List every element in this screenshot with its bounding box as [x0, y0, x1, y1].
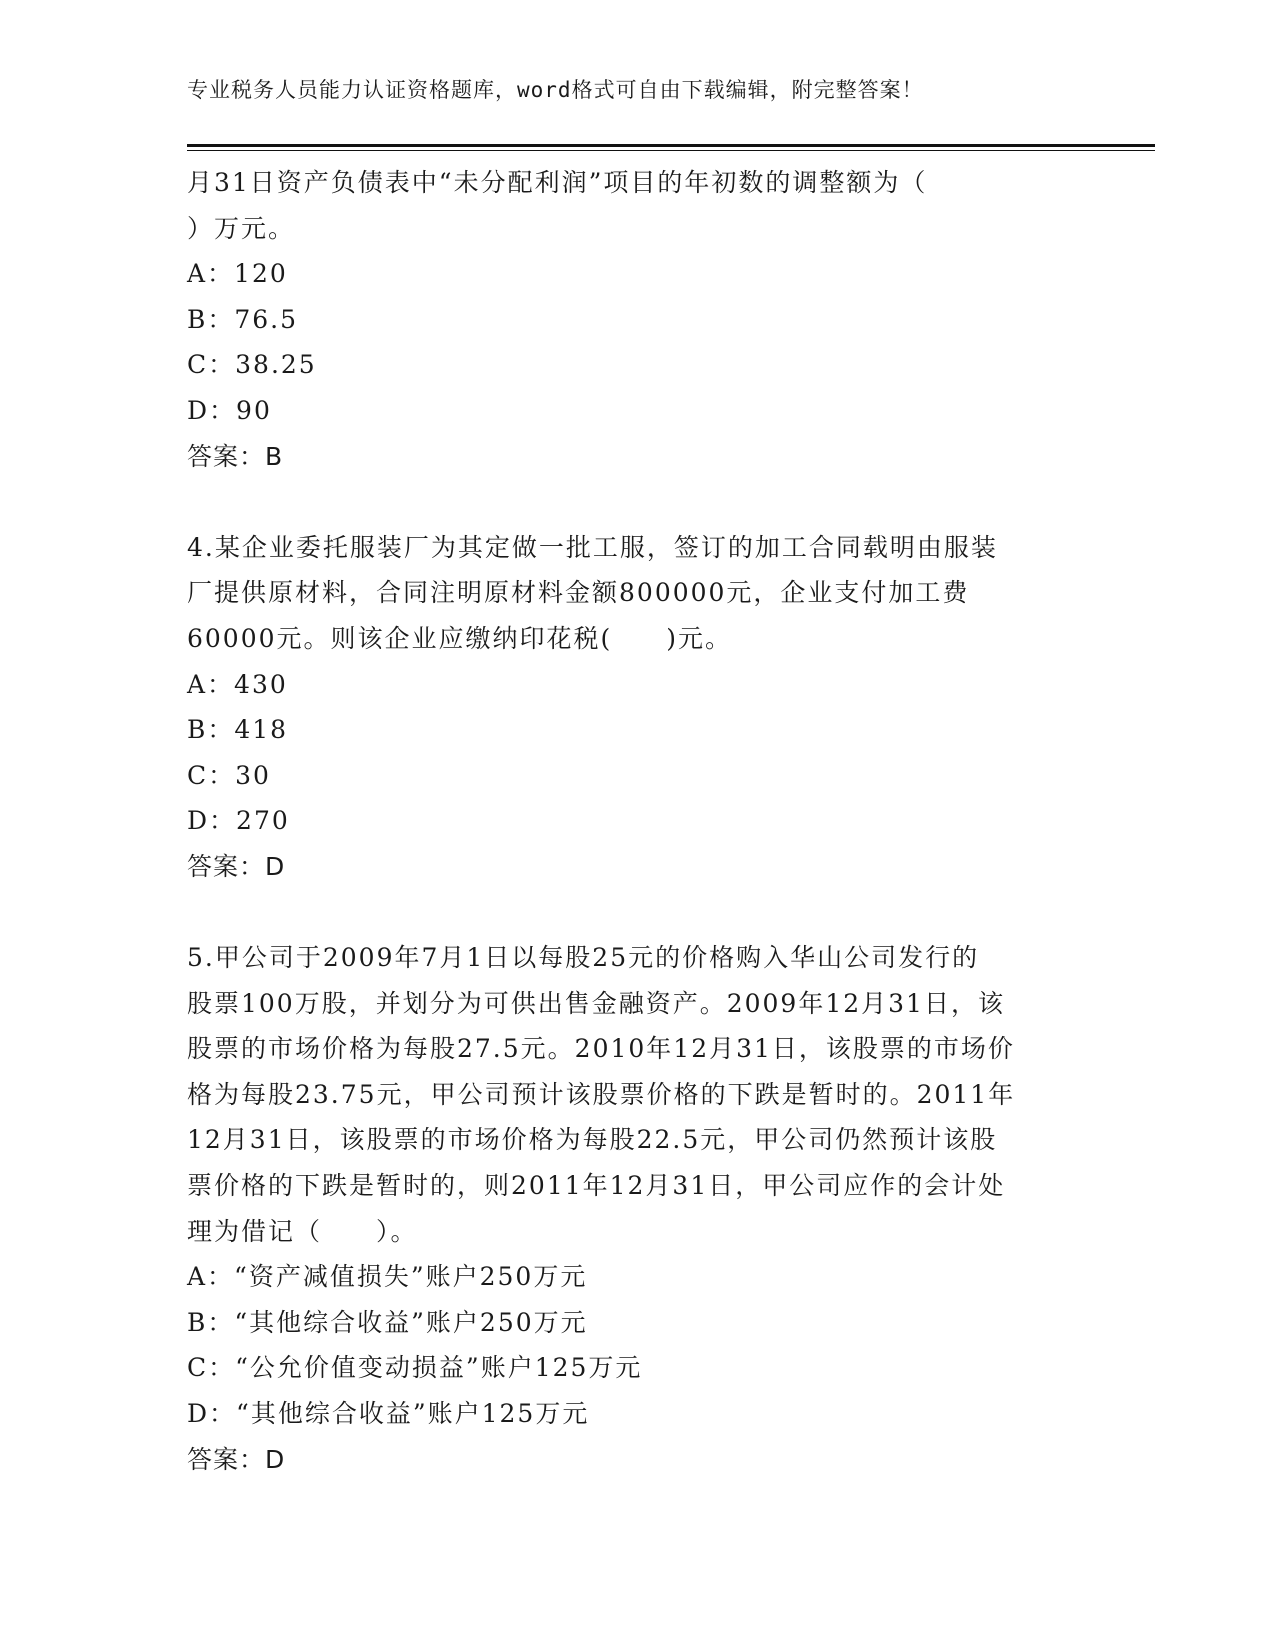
header-rule-thick [187, 144, 1155, 147]
answer-label: 答案：D [187, 851, 286, 881]
question-stem-line: 股票的市场价格为每股27.5元。2010年12月31日，该股票的市场价 [187, 1034, 1015, 1064]
question-stem-line: 5.甲公司于2009年7月1日以每股25元的价格购入华山公司发行的 [187, 943, 980, 973]
option-b: B：76.5 [187, 304, 299, 334]
question-5 [187, 935, 1087, 1482]
option-c: C：30 [187, 760, 271, 790]
option-a: A：“资产减值损失”账户250万元 [187, 1262, 588, 1292]
question-stem-line: 格为每股23.75元，甲公司预计该股票价格的下跌是暂时的。2011年 [187, 1079, 1016, 1109]
question-stem-line: 股票100万股，并划分为可供出售金融资产。2009年12月31日，该 [187, 988, 1005, 1018]
option-b: B：“其他综合收益”账户250万元 [187, 1307, 588, 1337]
question-3 [187, 160, 1087, 479]
question-stem-line: ）万元。 [187, 213, 296, 243]
option-d: D：“其他综合收益”账户125万元 [187, 1399, 590, 1429]
option-d: D：270 [187, 806, 290, 836]
question-stem-line: 60000元。则该企业应缴纳印花税( )元。 [187, 623, 733, 653]
option-c: C：38.25 [187, 350, 317, 380]
option-c: C：“公允价值变动损益”账户125万元 [187, 1353, 643, 1383]
question-stem-line: 厂提供原材料，合同注明原材料金额800000元，企业支付加工费 [187, 578, 970, 608]
question-stem-line: 月31日资产负债表中“未分配利润”项目的年初数的调整额为（ [187, 168, 928, 197]
option-d: D：90 [187, 395, 272, 425]
question-content [187, 160, 1087, 1482]
answer-label: 答案：B [187, 441, 284, 471]
answer-label: 答案：D [187, 1444, 286, 1474]
option-a: A：120 [187, 259, 288, 289]
question-stem-line: 12月31日，该股票的市场价格为每股22.5元，甲公司仍然预计该股 [187, 1125, 998, 1155]
question-4 [187, 525, 1087, 890]
question-stem-line: 票价格的下跌是暂时的，则2011年12月31日，甲公司应作的会计处 [187, 1171, 1006, 1201]
question-spacer [187, 479, 1087, 525]
question-stem-line: 理为借记（ ）。 [187, 1216, 418, 1246]
question-stem-line: 4.某企业委托服装厂为其定做一批工服，签订的加工合同载明由服装 [187, 532, 998, 562]
option-b: B：418 [187, 715, 289, 745]
question-spacer [187, 890, 1087, 936]
option-a: A：430 [187, 669, 288, 699]
page-header: 专业税务人员能力认证资格题库，word格式可自由下载编辑，附完整答案！ [187, 78, 924, 102]
header-rule-thin [187, 150, 1155, 151]
